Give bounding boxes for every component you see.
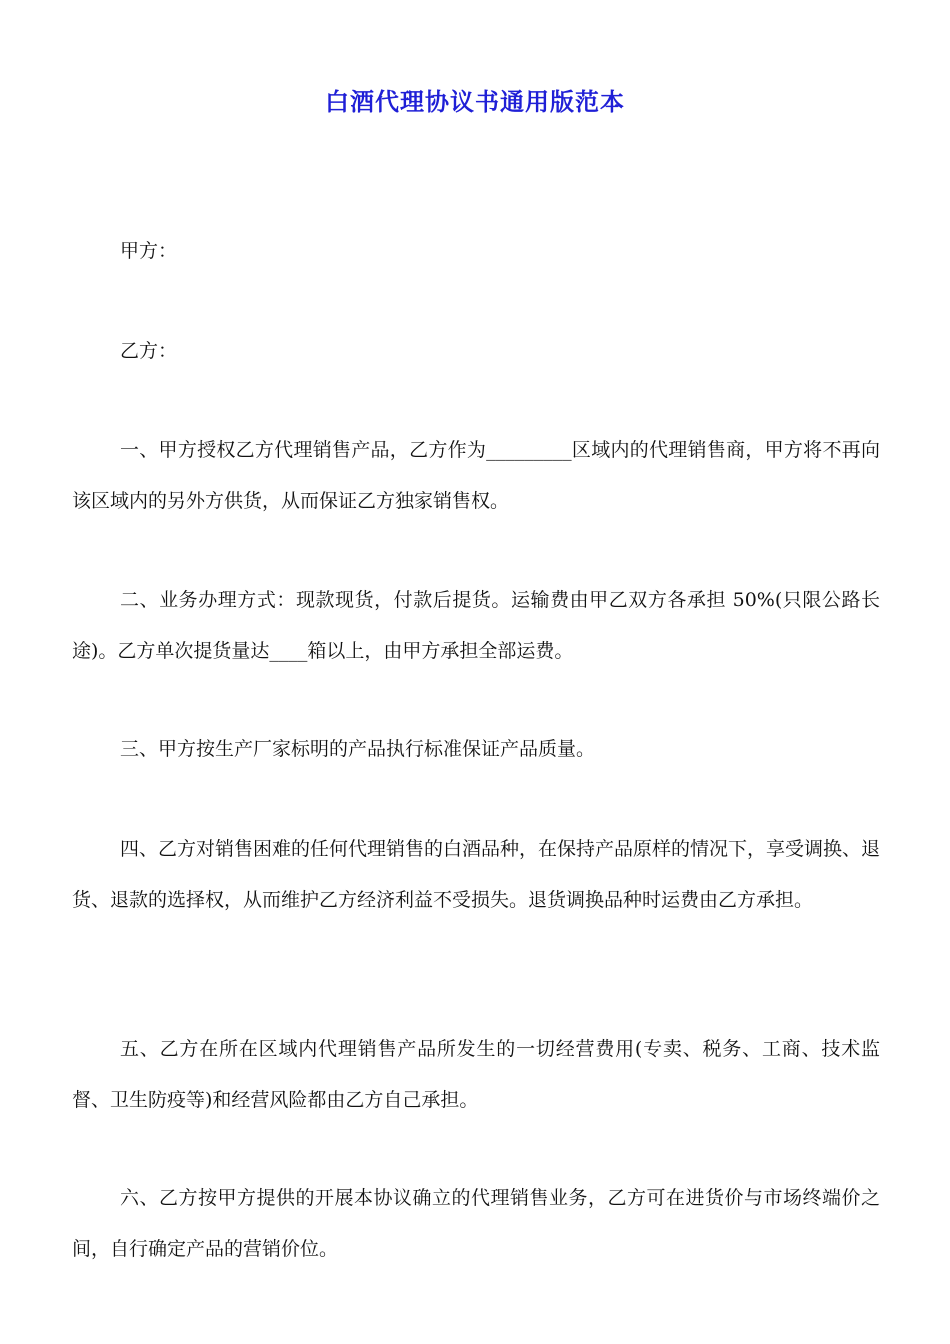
document-title: 白酒代理协议书通用版范本	[325, 87, 625, 116]
clause-1: 一、甲方授权乙方代理销售产品，乙方作为_________区域内的代理销售商，甲方将不再向该区域内的另外方供货，从而保证乙方独家销售权。	[72, 439, 880, 512]
party-a-line: 甲方：	[120, 240, 178, 262]
clause-4: 四、乙方对销售困难的任何代理销售的白酒品种，在保持产品原样的情况下，享受调换、退货、退款的选择权，从而维护乙方经济利益不受损失。退货调换品种时运费由乙方承担。	[72, 838, 881, 911]
clause-5: 五、乙方在所在区域内代理销售产品所发生的一切经营费用(专卖、税务、工商、技术监督、卫生防疫等)和经营风险都由乙方自己承担。	[72, 1038, 880, 1111]
clause-3: 三、甲方按生产厂家标明的产品执行标准保证产品质量。	[120, 738, 596, 760]
party-b-line: 乙方：	[120, 340, 178, 362]
clause-2: 二、业务办理方式：现款现货，付款后提货。运输费由甲乙双方各承担 50%(只限公路长途)。乙方单次提货量达____箱以上，由甲方承担全部运费。	[72, 589, 880, 662]
clause-6: 六、乙方按甲方提供的开展本协议确立的代理销售业务，乙方可在进货价与市场终端价之间，自行确定产品的营销价位。	[72, 1187, 880, 1260]
